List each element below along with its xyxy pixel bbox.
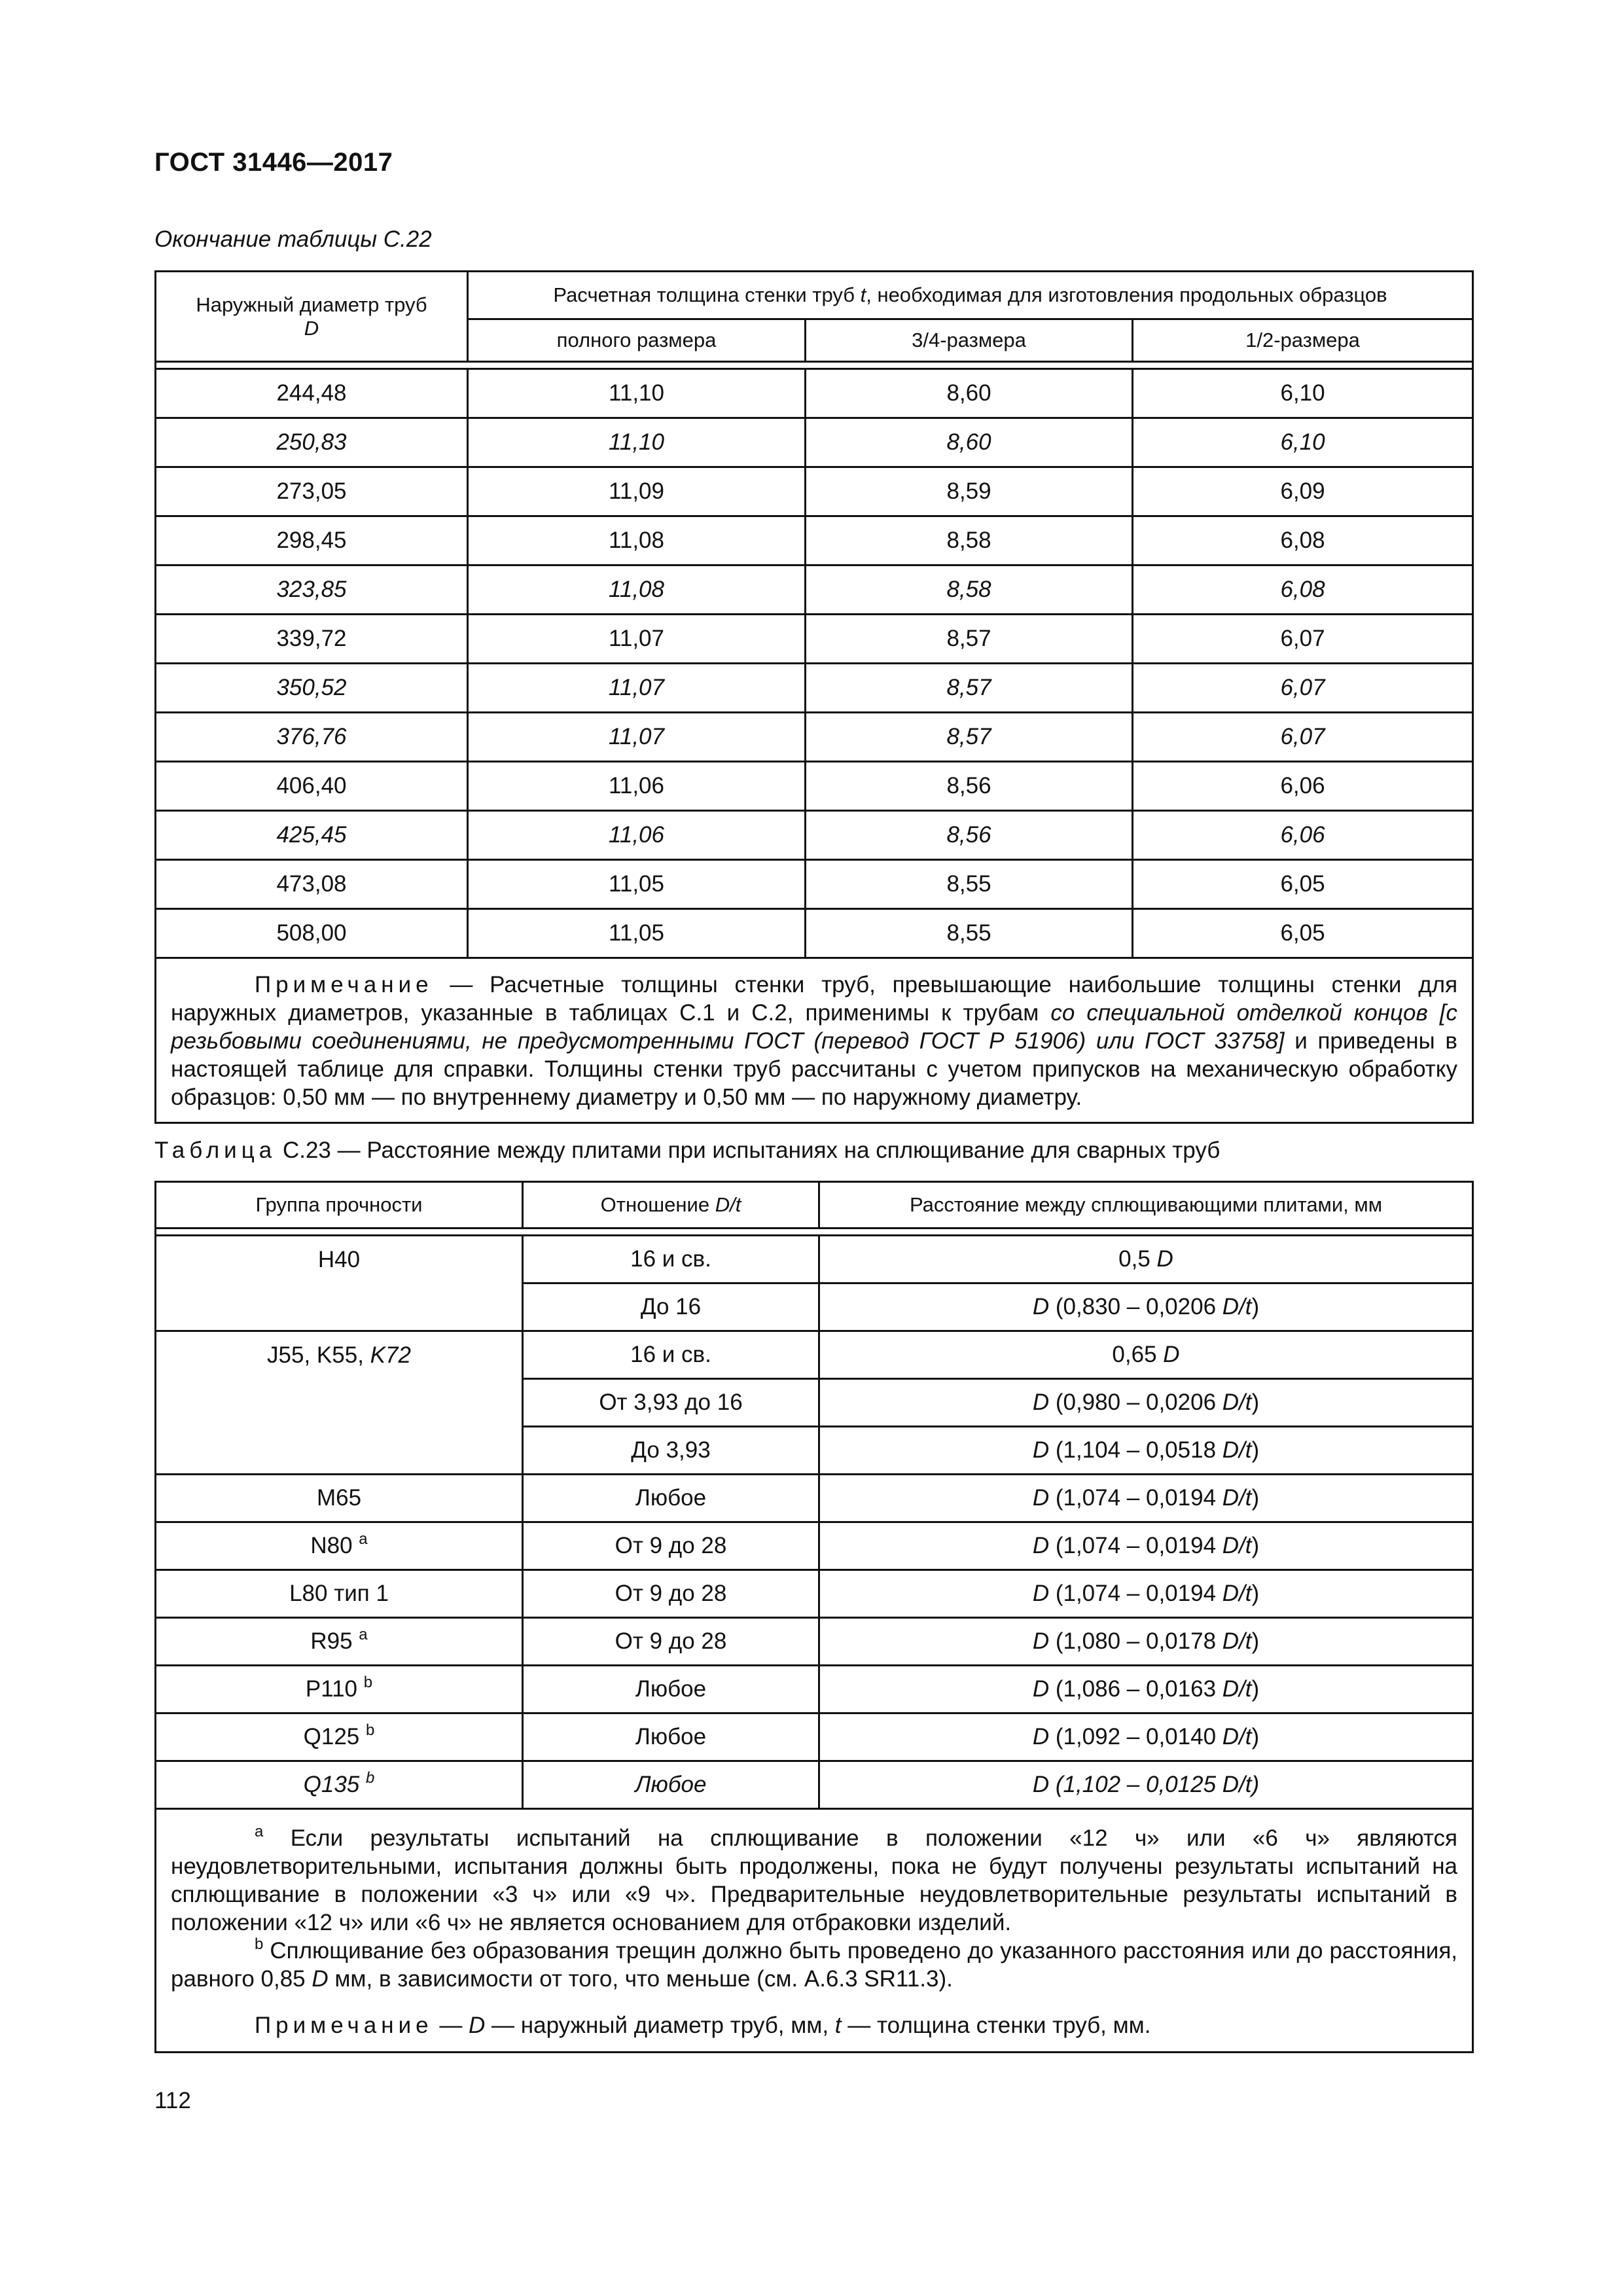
footnote-b: $^b$ Сплющивание без образования трещин должно быть проведено до указанного расстояния или до расстояния, равного 0,85 D мм, в зависимости от того, что меньше (см. А.6.3 SR11.3). (171, 1935, 1457, 1992)
flattening-test-table-body (156, 1236, 1473, 1809)
cell-formula (819, 1666, 1473, 1713)
table-row (156, 1570, 1473, 1618)
formula-text: D (1,074 – 0,0194 D/t) (1032, 1485, 1260, 1511)
wall-thickness-table (154, 270, 1474, 1124)
table-row (156, 860, 1473, 909)
formula-text: D (0,830 – 0,0206 D/t) (1032, 1294, 1260, 1319)
cell-full-size: 11,08 (468, 516, 806, 565)
cell-formula (819, 1713, 1473, 1761)
cell-formula (819, 1522, 1473, 1570)
table-row (156, 1713, 1473, 1761)
cell-full-size: 11,09 (468, 467, 806, 516)
formula-text: D (1,104 – 0,0518 D/t) (1032, 1437, 1260, 1463)
footnote-ref: b (366, 1769, 375, 1787)
col-header-half: 1/2-размера (1133, 319, 1473, 362)
cell-strength-group: Н40 (156, 1236, 523, 1331)
cell-three-quarter: 8,57 (806, 615, 1133, 664)
cell-ratio: 16 и св. (523, 1331, 819, 1379)
cell-strength-group: L80 тип 1 (156, 1570, 523, 1618)
cell-half: 6,05 (1133, 860, 1473, 909)
cell-three-quarter: 8,56 (806, 762, 1133, 811)
formula-text: D (1,092 – 0,0140 D/t) (1032, 1724, 1260, 1749)
cell-strength-group: Q125 $^b$ (156, 1713, 523, 1761)
cell-ratio: От 9 до 28 (523, 1522, 819, 1570)
cell-diameter: 425,45 (156, 811, 468, 860)
col-header-strength-group: Группа прочности (156, 1182, 523, 1229)
cell-diameter: 298,45 (156, 516, 468, 565)
table23-footnotes (156, 1809, 1473, 2053)
cell-strength-group: Q135 $^b$ (156, 1761, 523, 1809)
cell-formula (819, 1761, 1473, 1809)
cell-half: 6,10 (1133, 418, 1473, 467)
table-continuation-caption: Окончание таблицы С.22 (154, 226, 432, 252)
table-row (156, 369, 1473, 418)
cell-diameter: 244,48 (156, 369, 468, 418)
cell-strength-group: R95 $^a$ (156, 1618, 523, 1666)
cell-half: 6,06 (1133, 811, 1473, 860)
formula-text: D (1,086 – 0,0163 D/t) (1032, 1676, 1260, 1702)
formula-text: D (0,980 – 0,0206 D/t) (1032, 1390, 1260, 1415)
cell-ratio: До 16 (523, 1283, 819, 1331)
cell-diameter: 508,00 (156, 909, 468, 958)
cell-strength-group: P110 $^b$ (156, 1666, 523, 1713)
cell-three-quarter: 8,58 (806, 565, 1133, 615)
cell-full-size: 11,10 (468, 369, 806, 418)
cell-diameter: 273,05 (156, 467, 468, 516)
footnote-ref: a (359, 1626, 368, 1643)
footnote-a: $^a$ Если результаты испытаний на сплющивание в положении «12 ч» или «6 ч» являются неудовлетворительными, испытания должны быть продолжены, пока не будут получены результаты испытаний на сплющивание в положении «3 ч» или «9 ч». Предварительные неудовлетворительные результаты испытаний в положении «12 ч» или «6 ч» не является основанием для отбраковки изделий. (171, 1823, 1457, 1935)
cell-strength-group: М65 (156, 1475, 523, 1522)
cell-diameter: 350,52 (156, 664, 468, 713)
cell-three-quarter: 8,58 (806, 516, 1133, 565)
cell-diameter: 473,08 (156, 860, 468, 909)
flattening-test-table (154, 1181, 1474, 2053)
cell-full-size: 11,08 (468, 565, 806, 615)
cell-formula (819, 1427, 1473, 1475)
cell-full-size: 11,06 (468, 811, 806, 860)
cell-strength-group: J55, K55, K72 (156, 1331, 523, 1475)
cell-formula (819, 1570, 1473, 1618)
cell-ratio: Любое (523, 1475, 819, 1522)
cell-formula (819, 1283, 1473, 1331)
header-divider (156, 1229, 1473, 1236)
cell-half: 6,06 (1133, 762, 1473, 811)
cell-formula (819, 1379, 1473, 1427)
cell-formula (819, 1475, 1473, 1522)
cell-diameter: 250,83 (156, 418, 468, 467)
cell-full-size: 11,07 (468, 615, 806, 664)
cell-diameter: 406,40 (156, 762, 468, 811)
cell-half: 6,08 (1133, 516, 1473, 565)
table22-note: Примечание — Расчетные толщины стенки труб, превышающие наибольшие толщины стенки для наружных диаметров, указанные в таблицах С.1 и С.2, применимы к трубам со специальной отделкой концов [с резьбовыми соединениями, не предусмотренными ГОСТ (перевод ГОСТ Р 51906) или ГОСТ 33758] и приведены в настоящей таблице для справки. Толщины стенки труб рассчитаны с учетом припусков на механическую обработку образцов: 0,50 мм — по внутреннему диаметру и 0,50 мм — по наружному диаметру. (156, 958, 1473, 1123)
cell-diameter: 376,76 (156, 713, 468, 762)
table-row (156, 516, 1473, 565)
table-row (156, 713, 1473, 762)
formula-text: D (1,080 – 0,0178 D/t) (1032, 1628, 1260, 1654)
cell-ratio: От 9 до 28 (523, 1618, 819, 1666)
table-row (156, 1236, 1473, 1283)
footnote-ref: b (363, 1674, 373, 1691)
cell-ratio: До 3,93 (523, 1427, 819, 1475)
table-row (156, 467, 1473, 516)
table-row (156, 1522, 1473, 1570)
table-row (156, 909, 1473, 958)
table-row (156, 1666, 1473, 1713)
cell-half: 6,07 (1133, 713, 1473, 762)
cell-ratio: Любое (523, 1713, 819, 1761)
table-row (156, 1761, 1473, 1809)
col-header-distance: Расстояние между сплющивающими плитами, мм (819, 1182, 1473, 1229)
header-divider (156, 362, 1473, 369)
cell-formula (819, 1331, 1473, 1379)
table-row (156, 615, 1473, 664)
table-row (156, 1618, 1473, 1666)
col-header-group: Расчетная толщина стенки труб t, необходимая для изготовления продольных образцов (468, 272, 1473, 319)
table-row (156, 811, 1473, 860)
formula-text: 0,65 D (1112, 1342, 1180, 1367)
cell-full-size: 11,06 (468, 762, 806, 811)
cell-three-quarter: 8,57 (806, 664, 1133, 713)
table-row (156, 762, 1473, 811)
cell-full-size: 11,07 (468, 664, 806, 713)
cell-full-size: 11,05 (468, 909, 806, 958)
cell-half: 6,10 (1133, 369, 1473, 418)
formula-text: 0,5 D (1118, 1246, 1173, 1272)
page-number: 112 (154, 2088, 191, 2113)
cell-three-quarter: 8,60 (806, 369, 1133, 418)
wall-thickness-table-body (156, 369, 1473, 958)
cell-formula (819, 1236, 1473, 1283)
cell-diameter: 323,85 (156, 565, 468, 615)
cell-three-quarter: 8,55 (806, 909, 1133, 958)
cell-three-quarter: 8,60 (806, 418, 1133, 467)
table-row (156, 1475, 1473, 1522)
cell-three-quarter: 8,59 (806, 467, 1133, 516)
col-header-diameter: Наружный диаметр труб D (156, 272, 468, 362)
cell-ratio: Любое (523, 1666, 819, 1713)
cell-full-size: 11,07 (468, 713, 806, 762)
formula-text: D (1,102 – 0,0125 D/t) (1032, 1772, 1260, 1797)
table23-note: Примечание — D — наружный диаметр труб, мм, t — толщина стенки труб, мм. (255, 2013, 1151, 2038)
cell-strength-group: N80 $^a$ (156, 1522, 523, 1570)
note-label: Примечание (255, 972, 433, 997)
col-header-three-quarter: 3/4-размера (806, 319, 1133, 362)
cell-three-quarter: 8,56 (806, 811, 1133, 860)
cell-half: 6,08 (1133, 565, 1473, 615)
table-row (156, 664, 1473, 713)
table23-caption: Таблица С.23 — Расстояние между плитами при испытаниях на сплющивание для сварных труб (154, 1138, 1221, 1163)
cell-half: 6,09 (1133, 467, 1473, 516)
cell-ratio: 16 и св. (523, 1236, 819, 1283)
formula-text: D (1,074 – 0,0194 D/t) (1032, 1581, 1260, 1606)
cell-ratio: Любое (523, 1761, 819, 1809)
cell-half: 6,07 (1133, 664, 1473, 713)
formula-text: D (1,074 – 0,0194 D/t) (1032, 1533, 1260, 1558)
cell-three-quarter: 8,55 (806, 860, 1133, 909)
cell-half: 6,07 (1133, 615, 1473, 664)
col-header-full-size: полного размера (468, 319, 806, 362)
table-row (156, 418, 1473, 467)
cell-formula (819, 1618, 1473, 1666)
table-row (156, 565, 1473, 615)
table-row (156, 1331, 1473, 1379)
footnote-ref: a (359, 1530, 368, 1548)
cell-half: 6,05 (1133, 909, 1473, 958)
cell-full-size: 11,05 (468, 860, 806, 909)
standard-title: ГОСТ 31446—2017 (154, 148, 393, 177)
cell-full-size: 11,10 (468, 418, 806, 467)
footnote-ref: b (366, 1721, 375, 1739)
col-header-ratio: Отношение D/t (523, 1182, 819, 1229)
cell-three-quarter: 8,57 (806, 713, 1133, 762)
cell-diameter: 339,72 (156, 615, 468, 664)
cell-ratio: От 9 до 28 (523, 1570, 819, 1618)
cell-ratio: От 3,93 до 16 (523, 1379, 819, 1427)
